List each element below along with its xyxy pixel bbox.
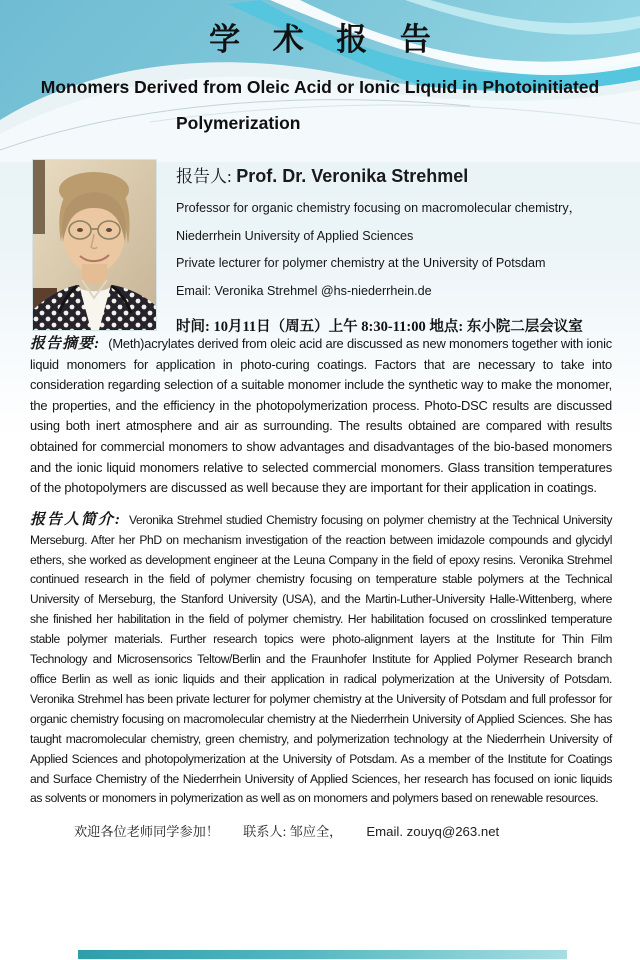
abstract-text: (Meth)acrylates derived from oleic acid are discussed as new monomers together with ionic liquid monomers for application in photo-curing coatings. Factors that are necessary to take into consideration regarding selection of a suitable monomer include the synthetic way to make the monomer, the properties, and the efficiency in the photopolymerization process. Photo-DSC results are discussed using both inert atmosphere and air as surrounding. The results obtained are compared with results obtained for commercial monomers to show advantages and disadvantages of the bio-based monomers and the ionic liquid monomers relative to selected commercial monomers. Glass transition temperatures of the photopolymers are discussed as well because they are important for their application in coatings. — [30, 336, 612, 496]
abstract-label: 报告摘要: — [30, 336, 101, 352]
bio-text: Veronika Strehmel studied Chemistry focusing on polymer chemistry at the Technical University Merseburg. After her PhD on mechanism investigation of the reaction between imidazole compounds and glycidyl ethers, she worked as development engineer at the Leuna Company in the field of epoxy resins. Veronika Strehmel continued research in the field of polymer chemistry focusing on temperature stable polymers at the Technical University of Merseburg, the Stanford University (USA), and the Martin-Luther-University Halle-Wittenberg, where she finished her habilitation in the field of polymer chemistry. Her habilitation focused on crosslinked temperature stable polymer materials. Further research topics were photo-alignment layers at the Institute for Thin Film Technology and Microsensorics Teltow/Berlin and the Fraunhofer Institute for Applied Polymer Research branch office Berlin as well as ionic liquids and their application in radical polymerization at the University of Potsdam. Veronika Strehmel has been private lecturer for polymer chemistry at the University of Potsdam and full professor for organic chemistry focusing on macromolecular chemistry at the Niederrhein University of Applied Sciences. She has taught macromolecular chemistry, green chemistry, and polymerization technology at the Niederrhein University of Applied Sciences and photopolymerization at the University of Potsdam. As a member of the Institute for Coatings and Surface Chemistry of the Niederrhein University of Applied Sciences, her research has focused on ionic liquids as solvents or monomers in polymerization as well as on monomers and polymers based on renewable resources. — [30, 512, 613, 806]
bio-label: 报告人简介: — [30, 511, 121, 528]
lecture-title-line2: Polymerization — [176, 113, 301, 133]
speaker-info — [176, 160, 613, 336]
speaker-email-line: Email: Veronika Strehmel @hs-niederrhein.de — [176, 283, 432, 298]
footer-contact: 联系人: 邹应全， — [243, 824, 343, 840]
speaker-affiliation-line: Niederrhein University of Applied Sciences — [176, 228, 414, 243]
footer-welcome: 欢迎各位老师同学参加！ — [74, 824, 220, 840]
footer-email: Email. zouyq@263.net — [366, 824, 500, 840]
poster-body — [30, 334, 612, 840]
schedule-line: 时间: 10月11日（周五）上午 8:30-11:00 地点: 东小院二层会议室 — [176, 319, 583, 335]
speaker-name: Prof. Dr. Veronika Strehmel — [236, 166, 469, 186]
speaker-photo — [33, 160, 156, 330]
lecture-title-line1: Monomers Derived from Oleic Acid or Ionic Liquid in Photoinitiated — [40, 77, 600, 97]
speaker-section — [33, 160, 613, 336]
bottom-accent-bar — [78, 950, 567, 959]
speaker-lecturer-line: Private lecturer for polymer chemistry at the University of Potsdam — [176, 256, 546, 270]
speaker-role-line: Professor for organic chemistry focusing on macromolecular chemistry， — [176, 201, 582, 215]
speaker-label: 报告人: — [176, 167, 232, 186]
abstract-paragraph — [30, 334, 612, 499]
banner-title: 学 术 报 告 — [209, 22, 443, 57]
speaker-name-line — [176, 162, 613, 187]
bio-paragraph — [30, 511, 612, 810]
footer-line — [30, 821, 612, 840]
